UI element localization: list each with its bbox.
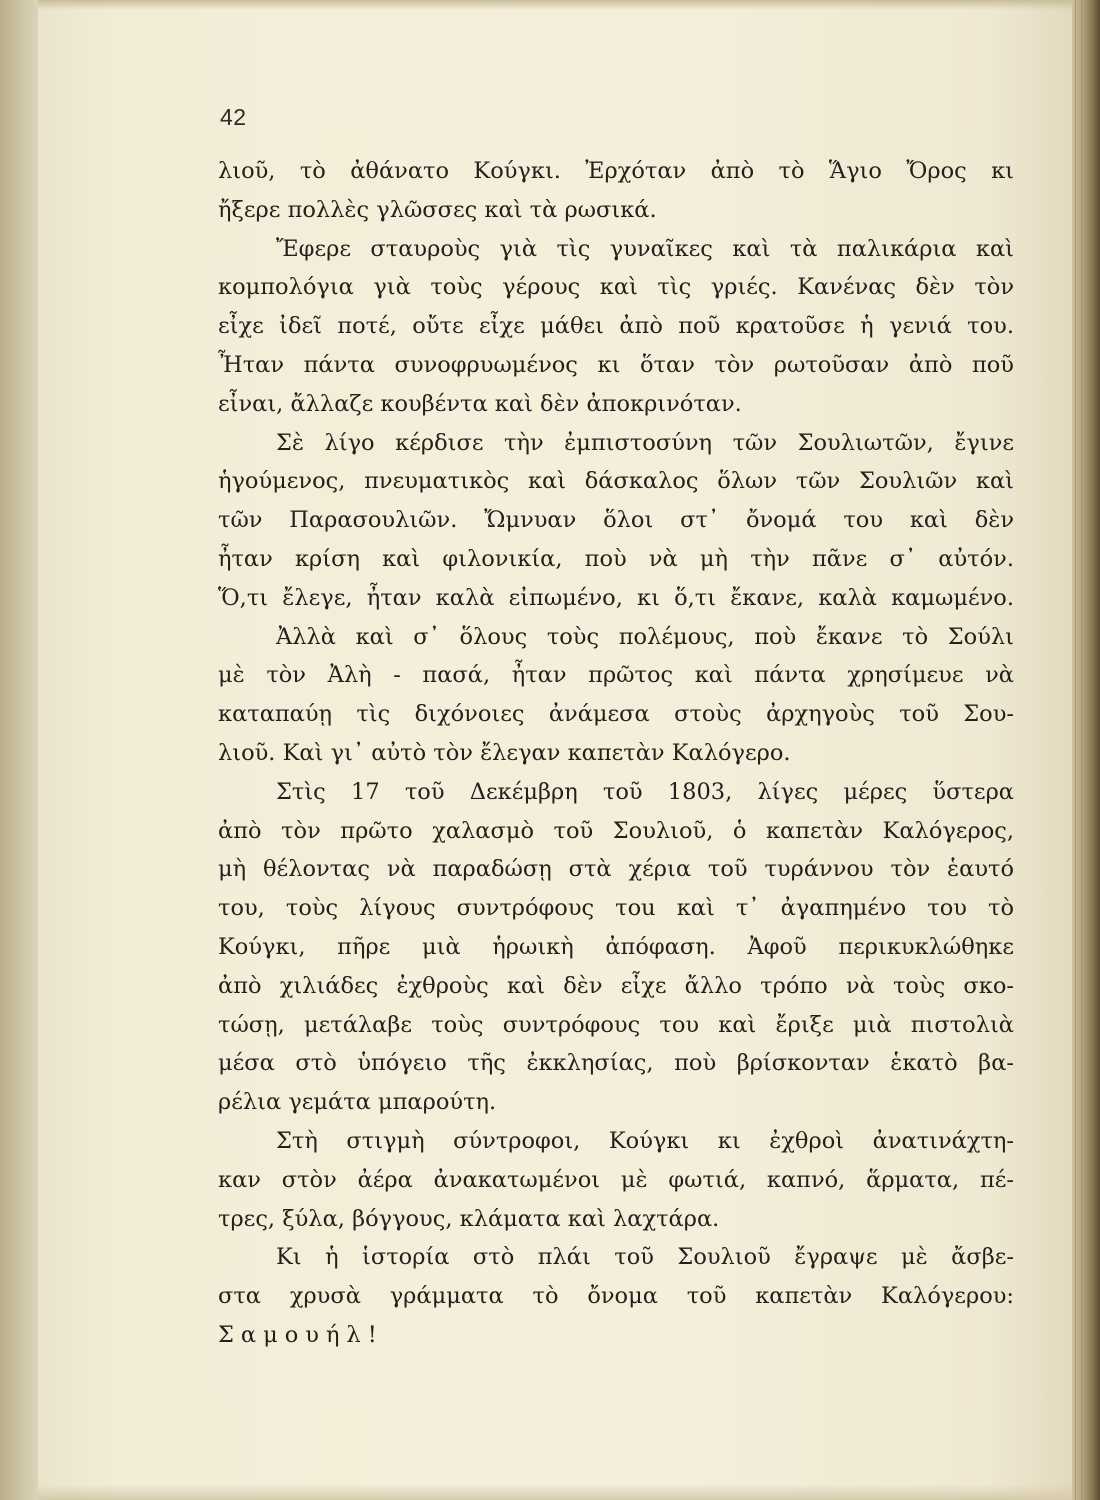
page-edge-stack [1072,0,1100,1500]
text-line: Ἦταν πάντα συνοφρυωμένος κι ὅταν τὸν ρωτοῦσαν ἀπὸ ποῦ [218,351,1014,378]
text-line: ἀπὸ τὸν πρῶτο χαλασμὸ τοῦ Σουλιοῦ, ὁ καπετὰν Καλόγερος, [218,817,1014,844]
page-edge-line [1075,0,1076,1500]
text-line: τῶν Παρασουλιῶν. Ὤμνυαν ὅλοι στ᾿ ὄνομά του καὶ δὲν [218,507,1014,534]
text-line: Ἔφερε σταυροὺς γιὰ τὶς γυναῖκες καὶ τὰ παλικάρια καὶ [276,235,1014,262]
text-line: του, τοὺς λίγους συντρόφους τοu καὶ τ᾿ ἀγαπημένο του τὸ [218,895,1014,922]
text-line: ἀπὸ χιλιάδες ἐχθροὺς καὶ δὲν εἶχε ἄλλο τρόπο νὰ τοὺς σκο- [218,972,1014,999]
text-line: εἶχε ἰδεῖ ποτέ, οὔτε εἶχε μάθει ἀπὸ ποῦ κρατοῦσε ἡ γενιά του. [218,313,1014,340]
text-line: στα χρυσὰ γράμματα τὸ ὄνομα τοῦ καπετὰν Καλόγερου: [218,1283,1014,1310]
text-line: Ἀλλὰ καὶ σ᾿ ὅλους τοὺς πολέμους, ποὺ ἔκανε τὸ Σούλι [276,623,1014,650]
text-line: ρέλια γεμάτα μπαρούτη. [218,1089,497,1116]
text-line: Ὅ,τι ἔλεγε, ἦταν καλὰ εἰπωμένο, κι ὅ,τι ἔκανε, καλὰ καμωμένο. [218,584,1014,611]
text-line: Κι ἡ ἱστορία στὸ πλάι τοῦ Σουλιοῦ ἔγραψε μὲ ἄσβε- [276,1244,1014,1271]
text-line: κομπολόγια γιὰ τοὺς γέρους καὶ τὶς γριές. Κανένας δὲν τὸν [218,274,1014,301]
text-line: ἦταν κρίση καὶ φιλονικία, ποὺ νὰ μὴ τὴν πᾶνε σ᾿ αὐτόν. [218,545,1014,572]
text-line: τρες, ξύλα, βόγγους, κλάματα καὶ λαχτάρα. [218,1205,720,1232]
page-bottom-shadow [38,1484,1074,1500]
text-line: Σὲ λίγο κέρδισε τὴν ἐμπιστοσύνη τῶν Σουλιωτῶν, ἔγινε [276,429,1014,456]
text-line: Στὴ στιγμὴ σύντροφοι, Κούγκι κι ἐχθροὶ ἀνατινάχτη- [276,1127,1014,1154]
page-number: 42 [220,104,247,130]
text-line: ἡγούμενος, πνευματικὸς καὶ δάσκαλος ὅλων τῶν Σουλιῶν καὶ [218,468,1014,495]
body-text [218,152,1014,1355]
text-line: λιοῦ. Καὶ γι᾿ αὐτὸ τὸν ἔλεγαν καπετὰν Καλόγερο. [218,739,791,766]
text-line: Σαμουήλ! [218,1321,384,1348]
text-line: τώσῃ, μετάλαβε τοὺς συντρόφους του καὶ ἔριξε μιὰ πιστολιὰ [218,1011,1014,1038]
text-line: καταπαύῃ τὶς διχόνοιες ἀνάμεσα στοὺς ἀρχηγοὺς τοῦ Σου- [218,701,1014,728]
text-line: μὴ θέλοντας νὰ παραδώσῃ στὰ χέρια τοῦ τυράννου τὸν ἑαυτό [218,856,1014,883]
page-top-shadow [38,0,1074,10]
text-line: μέσα στὸ ὑπόγειο τῆς ἐκκλησίας, ποὺ βρίσκονταν ἑκατὸ βα- [218,1050,1014,1077]
text-line: λιοῦ, τὸ ἀθάνατο Κούγκι. Ἐρχόταν ἀπὸ τὸ Ἅγιο Ὄρος κι [218,158,1014,184]
text-line: καν στὸν ἀέρα ἀνακατωμένοι μὲ φωτιά, καπνό, ἅρματα, πέ- [218,1166,1014,1193]
text-line: μὲ τὸν Ἀλὴ - πασά, ἦταν πρῶτος καὶ πάντα χρησίμευε νὰ [218,662,1014,689]
text-line: Στὶς 17 τοῦ Δεκέμβρη τοῦ 1803, λίγες μέρες ὕστερα [276,778,1014,805]
page-edge-line [1081,0,1082,1500]
text-line: ἤξερε πολλὲς γλῶσσες καὶ τὰ ρωσικά. [218,196,657,223]
text-line: Κούγκι, πῆρε μιὰ ἡρωικὴ ἀπόφαση. Ἀφοῦ περικυκλώθηκε [218,933,1014,960]
text-line: εἶναι, ἄλλαζε κουβέντα καὶ δὲν ἀποκρινόταν. [218,390,742,417]
